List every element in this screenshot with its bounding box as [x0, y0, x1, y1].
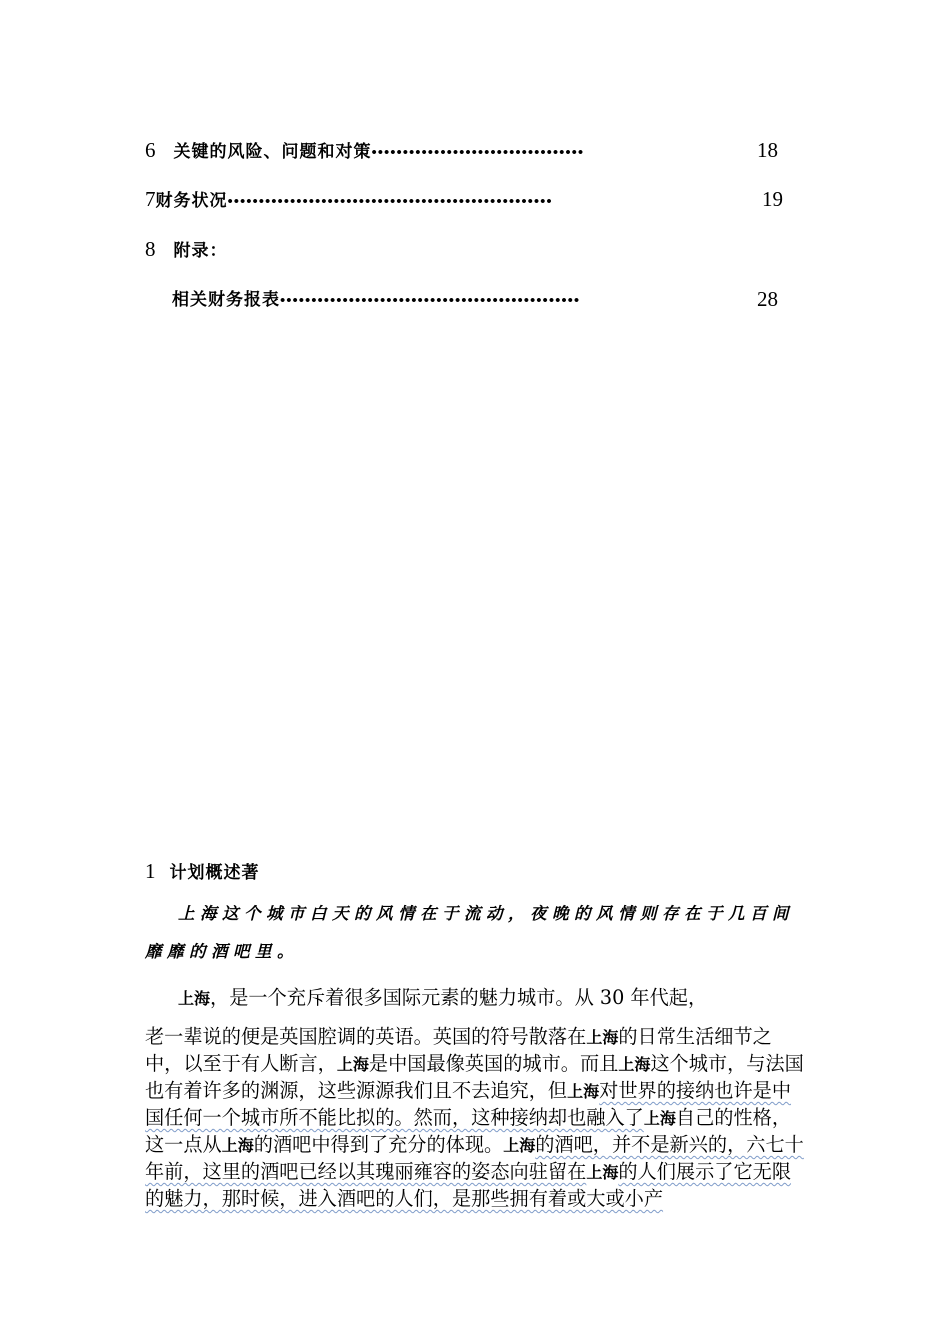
body-text-run: 的酒吧，并不是新兴的，六七十年前，这里的酒吧已经以其瑰丽雍容的姿态向驻留在	[145, 1133, 804, 1183]
city-name: 上海	[336, 1055, 369, 1074]
body-paragraph-1	[145, 985, 810, 1012]
body-text-run: 的日常生活细节之中，以至于有人断言，	[145, 1025, 772, 1075]
city-name: 上海	[586, 1028, 619, 1047]
city-name: 上海	[643, 1109, 676, 1128]
city-name: 上海	[178, 989, 211, 1008]
city-name: 上海	[221, 1136, 254, 1155]
toc-page-number: 18	[757, 138, 778, 162]
toc-title: 财务状况	[155, 191, 228, 211]
toc-title: 相关财务报表	[172, 290, 280, 310]
city-name: 上海	[586, 1163, 619, 1182]
toc-entry-8-sub	[172, 286, 580, 312]
section-title: 计划概述著	[169, 863, 260, 883]
section-number: 1	[145, 859, 156, 883]
toc-leader-dots: ••••••••••••••••••••••••••••••••••••••••••••••••	[280, 293, 581, 309]
city-name: 上海	[567, 1082, 600, 1101]
toc-title: 附录：	[173, 241, 228, 261]
body-text-run: 是中国最像英国的城市。而且	[368, 1052, 619, 1075]
body-text-run: 老一辈说的便是英国腔调的英语。英国的符号散落在	[145, 1025, 587, 1048]
toc-entry-8	[145, 236, 228, 262]
toc-page-number: 28	[757, 287, 778, 311]
city-name: 上海	[618, 1055, 651, 1074]
intro-paragraph: 上海这个城市白天的风情在于流动，夜晚的风情则存在于几百间靡靡的酒吧里。	[145, 904, 794, 961]
section-heading	[145, 858, 260, 886]
city-name: 上海	[503, 1136, 536, 1155]
body-text-run: 的酒吧中得到了充分的体现。	[253, 1133, 504, 1156]
body-text-run: 对世界的接纳也许是中国任何一个城市所不能比拟的。然而，这种接纳却也融入了	[145, 1079, 792, 1129]
body-text-run: 这个城市，与法国也有着许多的渊源，这些源源我们且不去追究，但	[145, 1052, 804, 1102]
toc-number: 8	[145, 237, 156, 261]
body-paragraph-2	[145, 1024, 810, 1212]
toc-leader-dots: ••••••••••••••••••••••••••••••••••	[371, 145, 585, 161]
body-text-run: ，是一个充斥着很多国际元素的魅力城市。从 30 年代起，	[210, 986, 708, 1009]
toc-page-number: 19	[762, 187, 783, 211]
toc-entry-6	[145, 137, 584, 163]
body-text-run: 的人们展示了它无限的魅力，那时候，进入酒吧的人们，是那些拥有着或大或小产	[145, 1160, 792, 1210]
toc-leader-dots: ••••••••••••••••••••••••••••••••••••••••••••••••••••	[227, 194, 553, 210]
body-text-run: 自己的性格，这一点从	[145, 1106, 792, 1156]
body-text	[145, 985, 810, 1212]
toc-number: 7	[145, 187, 156, 211]
toc-title: 关键的风险、问题和对策	[173, 142, 372, 162]
toc-number: 6	[145, 138, 156, 162]
toc-entry-7	[145, 186, 553, 212]
